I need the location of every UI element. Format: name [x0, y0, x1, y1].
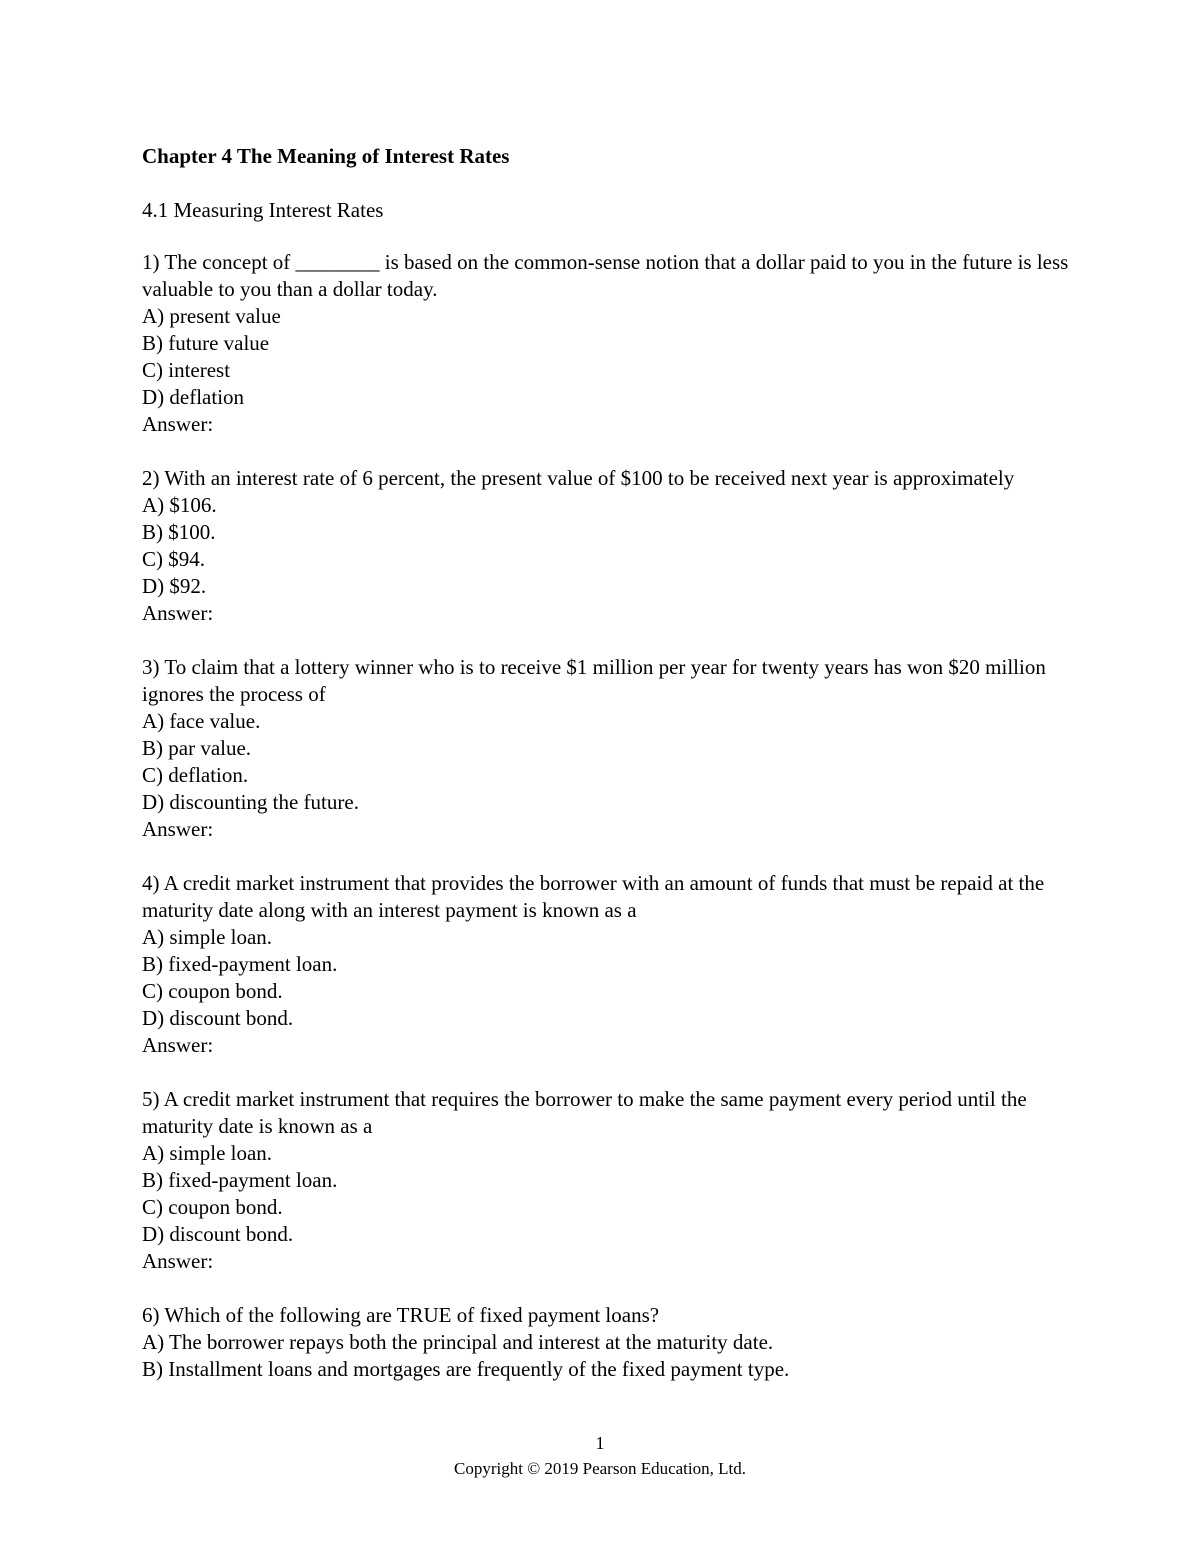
question-stem: 1) The concept of ________ is based on the common-sense notion that a dollar paid to you in the future is less valuable to you than a dollar today. — [142, 250, 1069, 301]
option-a: A) $106. — [142, 493, 217, 517]
question-1 — [142, 249, 1082, 438]
question-stem: 4) A credit market instrument that provides the borrower with an amount of funds that must be repaid at the maturity date along with an interest payment is known as a — [142, 871, 1045, 922]
answer-label: Answer: — [142, 1033, 214, 1057]
option-b: B) future value — [142, 331, 270, 355]
question-6 — [142, 1302, 1082, 1383]
chapter-title: Chapter 4 The Meaning of Interest Rates — [142, 144, 510, 168]
answer-label: Answer: — [142, 817, 214, 841]
question-stem: 3) To claim that a lottery winner who is to receive $1 million per year for twenty years has won $20 million ignores the process of — [142, 655, 1046, 706]
question-4 — [142, 870, 1082, 1059]
option-c: C) $94. — [142, 547, 205, 571]
answer-label: Answer: — [142, 412, 214, 436]
option-a: A) present value — [142, 304, 281, 328]
option-b: B) Installment loans and mortgages are frequently of the fixed payment type. — [142, 1357, 790, 1381]
question-stem: 6) Which of the following are TRUE of fixed payment loans? — [142, 1303, 660, 1327]
option-a: A) simple loan. — [142, 1141, 273, 1165]
question-2 — [142, 465, 1082, 627]
option-a: A) The borrower repays both the principal and interest at the maturity date. — [142, 1330, 774, 1354]
option-d: D) discount bond. — [142, 1222, 294, 1246]
question-5 — [142, 1086, 1082, 1275]
option-c: C) interest — [142, 358, 231, 382]
option-b: B) $100. — [142, 520, 216, 544]
page-number: 1 — [595, 1433, 605, 1453]
option-c: C) coupon bond. — [142, 1195, 283, 1219]
answer-label: Answer: — [142, 1249, 214, 1273]
option-b: B) fixed-payment loan. — [142, 1168, 338, 1192]
copyright-notice: Copyright © 2019 Pearson Education, Ltd. — [454, 1459, 746, 1478]
question-3 — [142, 654, 1082, 843]
option-d: D) discounting the future. — [142, 790, 359, 814]
question-stem: 5) A credit market instrument that requires the borrower to make the same payment every period until the maturity date is known as a — [142, 1087, 1027, 1138]
option-d: D) discount bond. — [142, 1006, 294, 1030]
option-d: D) deflation — [142, 385, 245, 409]
option-a: A) face value. — [142, 709, 261, 733]
option-b: B) fixed-payment loan. — [142, 952, 338, 976]
option-a: A) simple loan. — [142, 925, 273, 949]
page-content — [142, 141, 1082, 1410]
section-title: 4.1 Measuring Interest Rates — [142, 198, 384, 222]
question-stem: 2) With an interest rate of 6 percent, the present value of $100 to be received next year is approximately — [142, 466, 1015, 490]
option-b: B) par value. — [142, 736, 252, 760]
option-c: C) deflation. — [142, 763, 249, 787]
option-d: D) $92. — [142, 574, 207, 598]
answer-label: Answer: — [142, 601, 214, 625]
option-c: C) coupon bond. — [142, 979, 283, 1003]
